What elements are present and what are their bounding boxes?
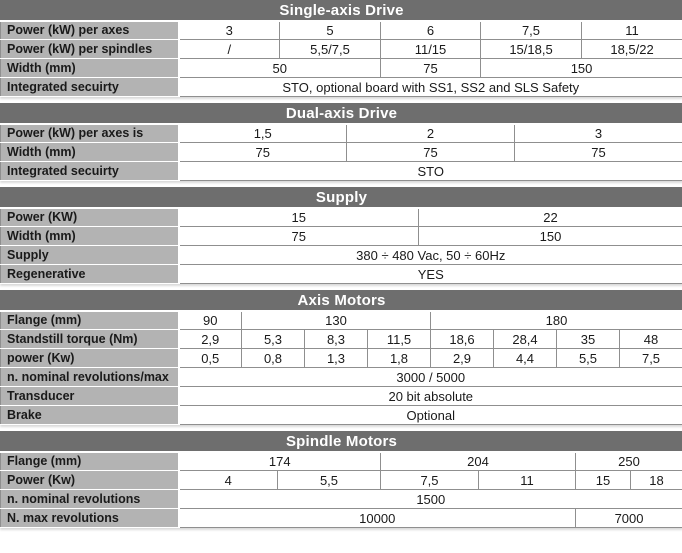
spec-value-cell: / — [179, 40, 280, 59]
row-label-n-max-revolutions: N. max revolutions — [1, 509, 179, 528]
spec-value-cell: 174 — [179, 452, 381, 471]
spec-value-cell: 90 — [179, 311, 242, 330]
spec-value-cell: 3 — [515, 124, 682, 143]
row-label-flange-mm: Flange (mm) — [1, 311, 179, 330]
spec-value-cell: 7000 — [576, 509, 682, 528]
table-row — [1, 59, 682, 78]
spec-value-cell: 35 — [557, 330, 620, 349]
spec-value-cell: STO — [179, 162, 682, 181]
table-title-axis-motors: Axis Motors — [1, 291, 682, 311]
table-row — [1, 227, 682, 246]
table-row — [1, 349, 682, 368]
row-label-integrated-secuirty: Integrated secuirty — [1, 78, 179, 97]
spec-value-cell: 180 — [431, 311, 682, 330]
spec-value-cell: 150 — [481, 59, 682, 78]
table-title-supply: Supply — [1, 188, 682, 208]
row-label-power-kw-per-axes: Power (kW) per axes — [1, 21, 179, 40]
row-label-power-kw: Power (Kw) — [1, 471, 179, 490]
spec-value-cell: STO, optional board with SS1, SS2 and SLS Safety — [179, 78, 682, 97]
table-row — [1, 143, 682, 162]
table-supply — [0, 187, 682, 284]
row-label-regenerative: Regenerative — [1, 265, 179, 284]
table-header-row — [1, 1, 682, 21]
table-axis-motors — [0, 290, 682, 425]
spec-value-cell: 1,3 — [305, 349, 368, 368]
table-row — [1, 330, 682, 349]
table-row — [1, 406, 682, 425]
row-label-width-mm: Width (mm) — [1, 227, 179, 246]
row-label-power-kw: Power (KW) — [1, 208, 179, 227]
table-header-row — [1, 432, 682, 452]
row-label-n-nominal-revolutions-max: n. nominal revolutions/max — [1, 368, 179, 387]
spec-value-cell: 7,5 — [620, 349, 682, 368]
spec-value-cell: 15/18,5 — [481, 40, 582, 59]
spec-value-cell: 48 — [620, 330, 682, 349]
spec-value-cell: 11 — [582, 21, 682, 40]
spec-value-cell: 15 — [576, 471, 631, 490]
table-row — [1, 40, 682, 59]
spec-value-cell: 10000 — [179, 509, 576, 528]
row-label-standstill-torque-nm: Standstill torque (Nm) — [1, 330, 179, 349]
table-header-row — [1, 188, 682, 208]
table-row — [1, 162, 682, 181]
spec-value-cell: 75 — [179, 143, 347, 162]
table-spindle-motors — [0, 431, 682, 528]
spec-value-cell: 75 — [381, 59, 481, 78]
spec-value-cell: 7,5 — [381, 471, 479, 490]
table-row — [1, 368, 682, 387]
spec-value-cell: 1500 — [179, 490, 682, 509]
spec-value-cell: 28,4 — [494, 330, 557, 349]
spec-value-cell: 75 — [179, 227, 419, 246]
spec-value-cell: 0,5 — [179, 349, 242, 368]
row-label-power-kw-per-axes-is: Power (kW) per axes is — [1, 124, 179, 143]
spec-value-cell: 6 — [381, 21, 481, 40]
table-header-row — [1, 104, 682, 124]
table-title-single-axis-drive: Single-axis Drive — [1, 1, 682, 21]
table-row — [1, 21, 682, 40]
spec-value-cell: 4 — [179, 471, 278, 490]
spec-value-cell: 3000 / 5000 — [179, 368, 682, 387]
table-single-axis-drive — [0, 0, 682, 97]
spec-value-cell: 2,9 — [431, 349, 494, 368]
spec-value-cell: 50 — [179, 59, 381, 78]
spec-value-cell: 15 — [179, 208, 419, 227]
spec-value-cell: 11/15 — [381, 40, 481, 59]
table-header-row — [1, 291, 682, 311]
table-row — [1, 509, 682, 528]
table-row — [1, 124, 682, 143]
table-row — [1, 208, 682, 227]
row-label-power-kw-per-spindles: Power (kW) per spindles — [1, 40, 179, 59]
spec-value-cell: 2,9 — [179, 330, 242, 349]
spec-value-cell: 22 — [419, 208, 682, 227]
spec-value-cell: 8,3 — [305, 330, 368, 349]
table-title-dual-axis-drive: Dual-axis Drive — [1, 104, 682, 124]
row-label-n-nominal-revolutions: n. nominal revolutions — [1, 490, 179, 509]
spec-value-cell: 250 — [576, 452, 682, 471]
row-label-flange-mm: Flange (mm) — [1, 452, 179, 471]
spec-value-cell: 18 — [631, 471, 682, 490]
spec-value-cell: 3 — [179, 21, 280, 40]
table-row — [1, 311, 682, 330]
spec-value-cell: 75 — [515, 143, 682, 162]
spec-value-cell: 11 — [479, 471, 576, 490]
row-label-brake: Brake — [1, 406, 179, 425]
row-label-supply: Supply — [1, 246, 179, 265]
row-label-power-kw: power (Kw) — [1, 349, 179, 368]
row-label-width-mm: Width (mm) — [1, 143, 179, 162]
spec-value-cell: 5,5 — [557, 349, 620, 368]
table-row — [1, 471, 682, 490]
spec-value-cell: 7,5 — [481, 21, 582, 40]
spec-value-cell: 5,5 — [278, 471, 381, 490]
spec-value-cell: 1,8 — [368, 349, 431, 368]
spec-value-cell: 5,3 — [242, 330, 305, 349]
table-dual-axis-drive — [0, 103, 682, 181]
row-label-transducer: Transducer — [1, 387, 179, 406]
table-row — [1, 387, 682, 406]
table-row — [1, 452, 682, 471]
spec-value-cell: 380 ÷ 480 Vac, 50 ÷ 60Hz — [179, 246, 682, 265]
spec-value-cell: YES — [179, 265, 682, 284]
table-row — [1, 490, 682, 509]
spec-value-cell: 20 bit absolute — [179, 387, 682, 406]
spec-value-cell: 5 — [280, 21, 381, 40]
spec-value-cell: 204 — [381, 452, 576, 471]
table-row — [1, 265, 682, 284]
spec-value-cell: 5,5/7,5 — [280, 40, 381, 59]
spec-value-cell: 11,5 — [368, 330, 431, 349]
row-label-width-mm: Width (mm) — [1, 59, 179, 78]
table-row — [1, 78, 682, 97]
table-title-spindle-motors: Spindle Motors — [1, 432, 682, 452]
spec-value-cell: 1,5 — [179, 124, 347, 143]
spec-value-cell: 2 — [347, 124, 515, 143]
row-label-integrated-secuirty: Integrated secuirty — [1, 162, 179, 181]
spec-value-cell: 0,8 — [242, 349, 305, 368]
spec-value-cell: 150 — [419, 227, 682, 246]
spec-value-cell: 18,6 — [431, 330, 494, 349]
table-row — [1, 246, 682, 265]
spec-value-cell: 18,5/22 — [582, 40, 682, 59]
spec-value-cell: Optional — [179, 406, 682, 425]
spec-value-cell: 4,4 — [494, 349, 557, 368]
spec-value-cell: 130 — [242, 311, 431, 330]
spec-value-cell: 75 — [347, 143, 515, 162]
